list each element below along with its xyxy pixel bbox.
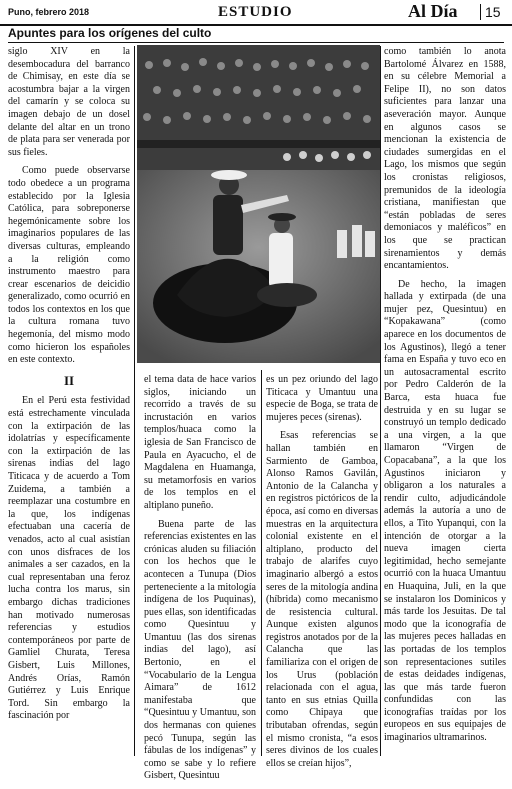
column-4 <box>384 46 506 751</box>
column-3 <box>266 374 378 776</box>
column-rule-3 <box>380 46 381 756</box>
col3-paragraph-1: es un pez oriundo del lago Titicaca y Umantuu una especie de Boga, se trata de mujeres peces (sirenas). <box>266 374 378 423</box>
col4-paragraph-1: como también lo anota Bartolomé Álvarez en 1588, en su célebre Memorial a Felipe II), no son datos suficientes para lanzar una aseveración mayor. Aunque en algunos casos se mencionan la existencia de ciudades sumergidas en el Lago, los mismos que según los cronistas religiosos, premunidos de la ideología cristiana, manifiestan que “están pobladas de seres demoniacos y maléficos” en los que se practican sirenamientos y demás encantamientos. <box>384 46 506 272</box>
col1-paragraph-2: Como puede observarse todo obedece a un programa establecido por la Iglesia Católica, para sobreponerse hegemónicamente sobre los imaginarios populares de las diversas culturas, empleando a la religión como instrumento maestro para crear escenarios de deicidio generalizado, como ocurrió en todos los contextos en los que la cultura romana tuvo hegemonía, del mismo modo como hicieron los españoles en este contexto. <box>8 165 130 366</box>
header-location-date: Puno, febrero 2018 <box>8 7 90 17</box>
title-rule <box>8 42 504 43</box>
page-header <box>0 0 512 26</box>
column-rule-1 <box>134 46 135 756</box>
col3-paragraph-2: Esas referencias se hallan también en Sarmiento de Gamboa, Alonso Ramos Gavilán, Antonio de la Calancha y en registros pictóricos de la época, así como en diversas muestras en la arquitectura colonial existente en el altiplano, producto del trabajo de alarifes cuyo imaginario albergó a estos seres de la mitología andina (híbrida) como mecanismo de resistencia cultural. Aunque existen algunos registros anotados por de la Calancha que las familiariza con el origen de los Urus (población relacionada con el agua, tanto en sus etnias Quilla como Chipaya que tributaban ofrendas, según el mismo cronista, “a esos seres divinos de los cuales ellos se creían hijos”, <box>266 430 378 769</box>
col4-paragraph-2: De hecho, la imagen hallada y extirpada (de una mujer pez, Quesintuu) en “Kopakawana” (como aparece en los documentos de los Agustinos), llegó a tener fama en España y tuvo eco en un autosacramental escrito por Pedro Calderón de la Barca, esta huaca fue destruida y en su lugar se construyó un templo dedicado a una virgen, a la que llamaron “Virgen de Copacabana”, a la que los Agustinos iniciaron y obligaron a los naturales a rendir culto, adjudicándole además la autoría a uno de ellos, a Tito Yupanqui, con la intención de otorgar a la nueva imagen cierta legitimidad, hecho semejante ocurrió con la huaca Umantuu en Huaquina, Juli, en la que se instalaron los Dominicos y más tarde los Jesuitas. De tal modo que la iconografía de las mujeres peces halladas en las portadas de los templos son representaciones sutiles de estas deidades indígenas, las que más tarde fueron confundidas con las iconografías traídas por los europeos en sus equipajes de imaginarios ultramarinos. <box>384 278 506 744</box>
col2-paragraph-1: el tema data de hace varios siglos, iniciando un recorrido a través de su incrustación en varios templos/huaca como la iglesia de San Francisco de Paula en Ayacucho, el de Magdalena en Huamanga, su metamorfosis en varios de los templos en el altiplano puneño. <box>144 374 256 511</box>
column-1 <box>8 46 130 729</box>
col2-paragraph-2: Buena parte de las referencias existentes en las crónicas aluden su filiación con los hechos que le acontecen a Tunupa (Dios perteneciente a la mitología indígena de los Puquinas), pues ellas, son identificadas como Quesintuu y Umantuu (las dos sirenas indias del lago), así Bertonio, en el “Vocabulario de la Lengua Aimara” de 1612 manifestaba que “Quesintuu y Umantuu, son dos hermanas con quienes pecó Tunupa, según las fábulas de los indígenas” y como se sabe y lo refiere Gisbert, Quesintuu <box>144 518 256 782</box>
col1-paragraph-1: siglo XIV en la desembocadura del barranco de Chimisay, en este día se acostumbra bajar a la virgen del camarín y se coloca su imagen debajo de un dosel delante del altar en un trono de plata para ser venerada por sus fieles. <box>8 46 130 158</box>
article-title: Apuntes para los orígenes del culto <box>8 26 212 40</box>
header-page-number: 15 <box>485 4 501 20</box>
header-section-name: ESTUDIO <box>218 4 293 20</box>
header-divider <box>480 4 481 20</box>
col1-paragraph-3: En el Perú esta festividad está estrechamente vinculada con la extirpación de las idolatrías y específicamente con la extirpación de las sirenas indias del lago Titicaca y de acuerdo a Tom Zuidema, a también a reemplazar una costumbre en la que, los indígenas efectuaban una cacería de venados, acto al cual asistían con unos disfraces de los animales a ser cazados, en la cual representaban una feroz lucha contra los marus, sin embargo dichas tradiciones han motivado numerosas referencias y estudios contemporáneos por parte de Gamliel Churata, Teresa Gisbert, Luis Millones, Andrés Orías, Ramón Gutiérrez y Luis Enrique Tord. Sin embargo la fascinación por <box>8 395 130 722</box>
dancer-photo <box>137 45 380 363</box>
column-2 <box>144 374 256 789</box>
header-newspaper-name: Al Día <box>408 1 458 21</box>
column-rule-2 <box>261 370 262 756</box>
section-numeral: II <box>63 372 75 388</box>
dancer-photo-illustration <box>137 45 380 363</box>
